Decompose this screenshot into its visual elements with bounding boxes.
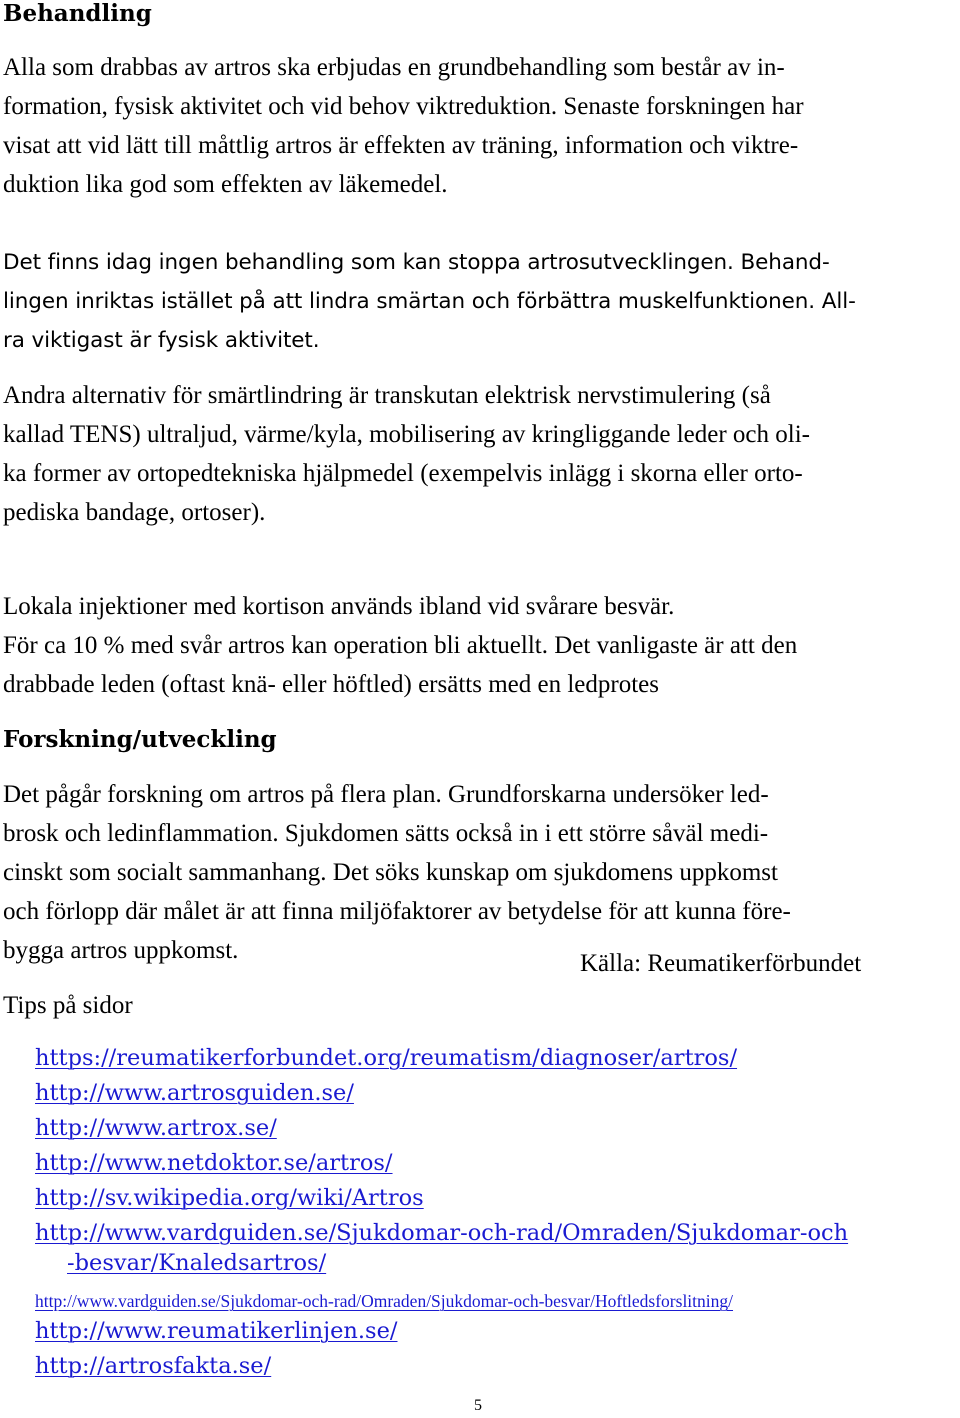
- text-line: ra viktigast är fysisk aktivitet.: [3, 328, 320, 353]
- paragraph-grundbehandling: [3, 48, 953, 204]
- paragraph-forskning: [3, 775, 953, 970]
- text-line: duktion lika god som effekten av läkemedel.: [3, 171, 448, 198]
- section-heading-forskning: Forskning/utveckling: [3, 726, 277, 753]
- page-number: 5: [474, 1397, 482, 1414]
- text-line: cinskt som socialt sammanhang. Det söks kunskap om sjukdomens uppkomst: [3, 859, 778, 886]
- paragraph-injektioner-operation: [3, 587, 953, 704]
- text-line: ka former av ortopedtekniska hjälpmedel (exempelvis inlägg i skorna eller orto-: [3, 460, 803, 487]
- text-line: drabbade leden (oftast knä- eller höftled) ersätts med en ledprotes: [3, 671, 659, 698]
- text-line: brosk och ledinflammation. Sjukdomen sätts också in i ett större såväl medi-: [3, 820, 769, 847]
- link-netdoktor[interactable]: http://www.netdoktor.se/artros/: [35, 1150, 393, 1176]
- link-vardguiden-knaledsartros[interactable]: [35, 1218, 848, 1278]
- text-line: Det pågår forskning om artros på flera plan. Grundforskarna undersöker led-: [3, 781, 769, 808]
- source-credit: Källa: Reumatikerförbundet: [580, 950, 862, 977]
- link-reumatikerlinjen[interactable]: http://www.reumatikerlinjen.se/: [35, 1318, 398, 1344]
- paragraph-ingen-behandling: [3, 243, 953, 360]
- link-line-continued: -besvar/Knaledsartros/: [67, 1250, 327, 1276]
- link-artrox[interactable]: http://www.artrox.se/: [35, 1115, 277, 1141]
- tips-label: Tips på sidor: [3, 992, 133, 1019]
- link-reumatikerforbundet[interactable]: https://reumatikerforbundet.org/reumatism/diagnoser/artros/: [35, 1045, 738, 1071]
- link-artrosguiden[interactable]: http://www.artrosguiden.se/: [35, 1080, 354, 1106]
- text-line: Det finns idag ingen behandling som kan stoppa artrosutvecklingen. Behand-: [3, 250, 830, 275]
- text-line: och förlopp där målet är att finna miljöfaktorer av betydelse för att kunna före-: [3, 898, 791, 925]
- text-line: Alla som drabbas av artros ska erbjudas en grundbehandling som består av in-: [3, 54, 785, 81]
- text-line: pediska bandage, ortoser).: [3, 499, 266, 526]
- link-artrosfakta[interactable]: http://artrosfakta.se/: [35, 1353, 272, 1379]
- text-line: För ca 10 % med svår artros kan operation bli aktuellt. Det vanligaste är att den: [3, 632, 798, 659]
- text-line: formation, fysisk aktivitet och vid behov viktreduktion. Senaste forskningen har: [3, 93, 804, 120]
- text-line: bygga artros uppkomst.: [3, 937, 239, 964]
- text-line: Lokala injektioner med kortison används ibland vid svårare besvär.: [3, 593, 675, 620]
- text-line: lingen inriktas istället på att lindra smärtan och förbättra muskelfunktionen. All-: [3, 289, 856, 314]
- text-line: kallad TENS) ultraljud, värme/kyla, mobilisering av kringliggande leder och oli-: [3, 421, 810, 448]
- link-wikipedia[interactable]: http://sv.wikipedia.org/wiki/Artros: [35, 1185, 424, 1211]
- link-vardguiden-hoftled[interactable]: http://www.vardguiden.se/Sjukdomar-och-rad/Omraden/Sjukdomar-och-besvar/Hoftledsforslitning/: [35, 1291, 734, 1311]
- section-heading-behandling: Behandling: [3, 0, 152, 27]
- text-line: visat att vid lätt till måttlig artros är effekten av träning, information och viktre-: [3, 132, 799, 159]
- link-line: http://www.vardguiden.se/Sjukdomar-och-rad/Omraden/Sjukdomar-och: [35, 1220, 849, 1246]
- text-line: Andra alternativ för smärtlindring är transkutan elektrisk nervstimulering (så: [3, 382, 771, 409]
- paragraph-andra-alternativ: [3, 376, 953, 532]
